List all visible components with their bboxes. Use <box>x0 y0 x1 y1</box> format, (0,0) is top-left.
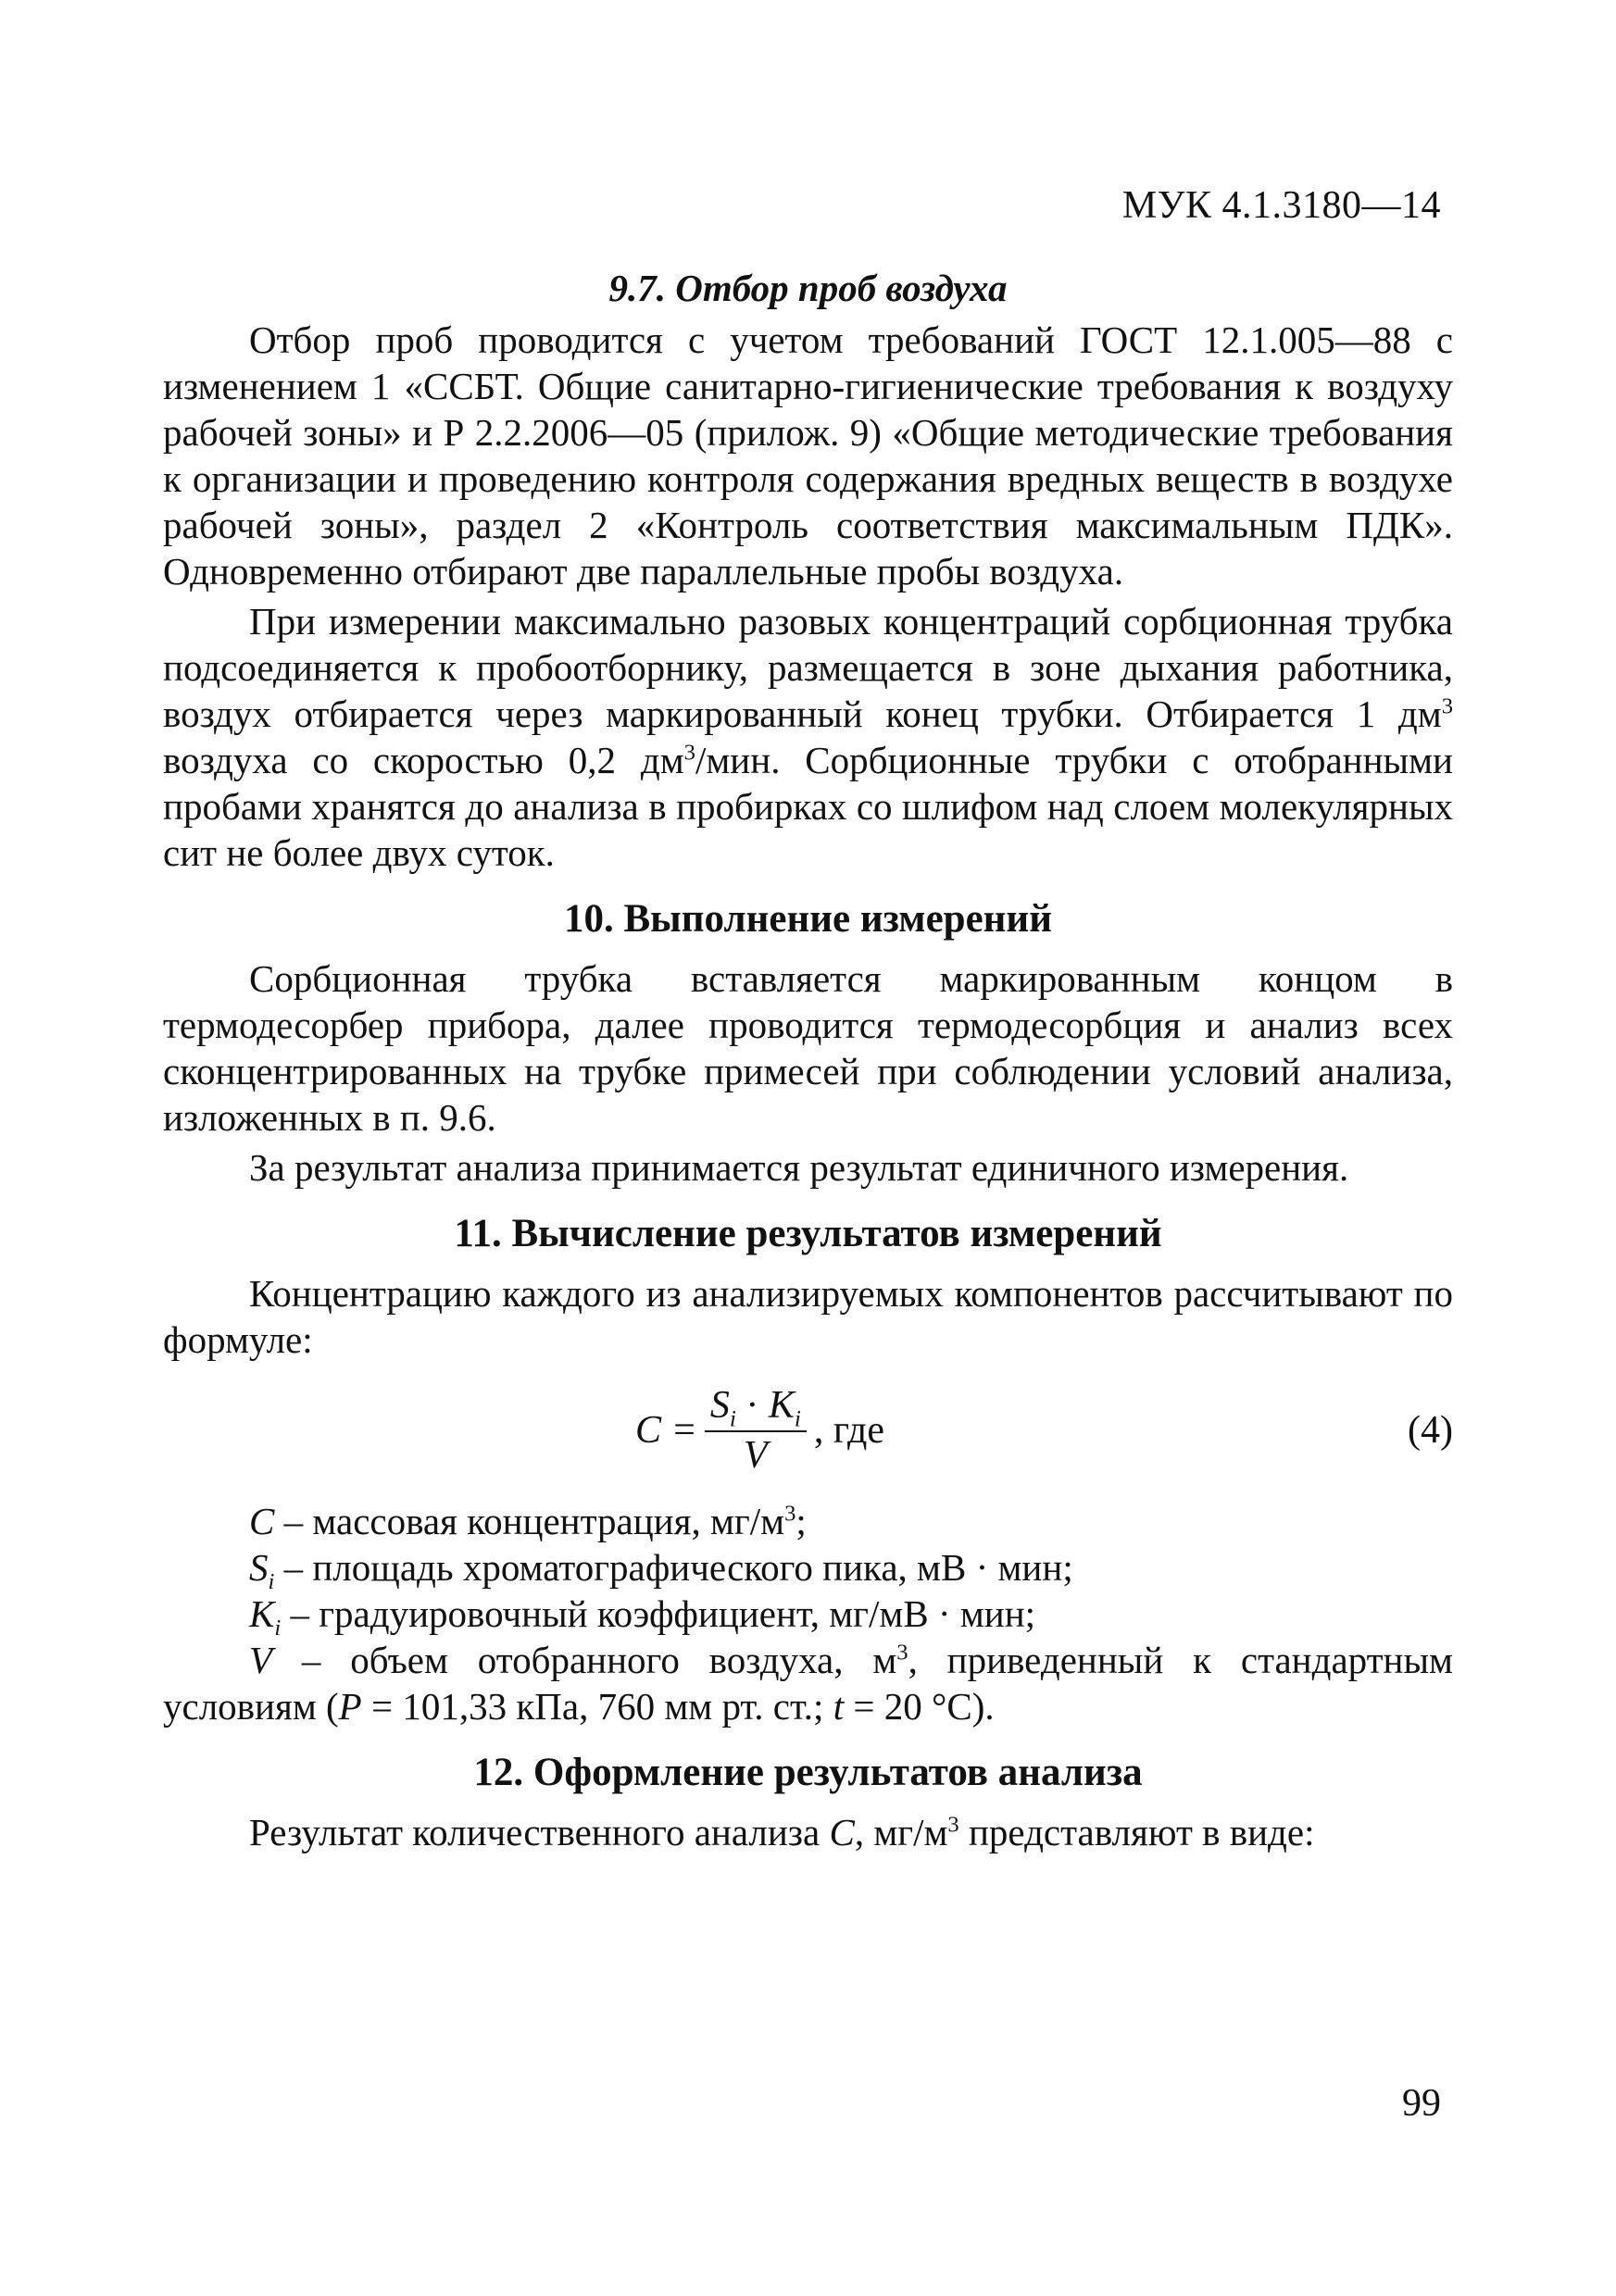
section-12-text-3: представляют в виде: <box>958 1811 1315 1853</box>
legend-var-k: K <box>249 1592 275 1635</box>
formula-lhs: C = <box>635 1409 697 1452</box>
numerator-s-subscript: i <box>729 1406 736 1432</box>
legend-sub-k: i <box>274 1616 282 1641</box>
superscript-3: 3 <box>784 1501 796 1527</box>
section-9-7-paragraph-2 <box>163 598 1453 876</box>
section-11-title: 11. Вычисление результатов измерений <box>454 1212 1162 1255</box>
document-body <box>163 265 1453 1855</box>
section-9-7-paragraph-1: Отбор проб проводится с учетом требований ГОСТ 12.1.005—88 с изменением 1 «ССБТ. Общие санитарно-гигиенические требования к воздуху рабочей зоны» и Р 2.2.2006—05 (прилож. 9) «Общие методические требования к организации и проведению контроля содержания вредных веществ в воздухе рабочей зоны», раздел 2 «Контроль соответствия максимальным ПДК». Одновременно отбирают две параллельные пробы воздуха. <box>163 318 1453 593</box>
section-12-paragraph-1 <box>163 1809 1453 1855</box>
formula-denominator: V <box>744 1434 768 1477</box>
legend-text-k: – градуировочный коэффициент, мг/мВ · мин; <box>281 1592 1036 1635</box>
formula-fraction <box>705 1382 807 1479</box>
section-12-text-2: , мг/м <box>854 1811 948 1853</box>
legend-text-v-4: = 20 °С). <box>844 1685 995 1728</box>
legend-item-k <box>163 1591 1453 1641</box>
document-code-header: МУК 4.1.3180—14 <box>1121 184 1441 227</box>
superscript-3: 3 <box>947 1812 959 1838</box>
numerator-dot: · <box>735 1384 769 1427</box>
legend-var-c: C <box>249 1500 275 1542</box>
section-12-text-1: Результат количественного анализа <box>249 1811 830 1853</box>
formula-legend <box>163 1498 1453 1729</box>
section-10-paragraph-2: За результат анализа принимается результат единичного измерения. <box>249 1146 1349 1189</box>
para2-text-2: воздуха со скоростью 0,2 дм <box>163 739 684 781</box>
legend-var-s: S <box>249 1546 269 1589</box>
legend-text-v-1: – объем отобранного воздуха, м <box>272 1639 897 1681</box>
section-11-intro: Концентрацию каждого из анализируемых компонентов рассчитывают по формуле: <box>163 1272 1453 1361</box>
section-10-title: 10. Выполнение измерений <box>564 897 1052 941</box>
legend-item-v <box>163 1637 1453 1729</box>
para2-text-1: При измерении максимально разовых концентраций сорбционная трубка подсоединяется к пробоотборнику, размещается в зоне дыхания работника, воздух отбирается через маркированный конец трубки. Отбирается 1 дм <box>163 600 1453 735</box>
legend-text-s: – площадь хроматографического пика, мВ · мин; <box>274 1546 1073 1589</box>
numerator-k-subscript: i <box>794 1406 801 1432</box>
legend-var-v: V <box>249 1639 273 1681</box>
section-12-var-c: C <box>829 1811 855 1853</box>
section-12-title: 12. Оформление результатов анализа <box>473 1751 1143 1794</box>
section-9-7-title: 9.7. Отбор проб воздуха <box>608 267 1008 309</box>
numerator-s: S <box>709 1384 730 1427</box>
legend-text-c: – массовая концентрация, мг/м <box>274 1500 785 1542</box>
numerator-k: K <box>768 1384 795 1427</box>
equation-number: (4) <box>1408 1409 1453 1452</box>
section-10-paragraph-1: Сорбционная трубка вставляется маркированным концом в термодесорбер прибора, далее проводится термодесорбция и анализ всех сконцентрированных на трубке примесей при соблюдении условий анализа, изложенных в п. 9.6. <box>163 957 1453 1139</box>
formula-expression <box>635 1376 884 1485</box>
legend-text-v-3: = 101,33 кПа, 760 мм рт. ст.; <box>361 1685 833 1728</box>
legend-text-v-2: , приведенный к стандартным условиям ( <box>163 1639 1453 1728</box>
legend-var-t: t <box>833 1685 845 1728</box>
para2-text-3: /мин. Сорбционные трубки с отобранными пробами хранятся до анализа в пробирках со шлифом над слоем молекулярных сит не более двух суток. <box>163 739 1453 874</box>
superscript-3: 3 <box>896 1640 908 1666</box>
superscript-3: 3 <box>683 740 695 766</box>
legend-item-c <box>163 1498 1453 1544</box>
legend-sub-s: i <box>268 1569 275 1595</box>
superscript-3: 3 <box>1441 693 1453 719</box>
legend-end-c: ; <box>795 1500 807 1542</box>
page-number: 99 <box>1402 2082 1441 2125</box>
legend-item-s <box>163 1544 1453 1595</box>
formula-4 <box>163 1376 1453 1485</box>
formula-numerator <box>705 1382 807 1432</box>
legend-var-p: P <box>338 1685 362 1728</box>
formula-suffix: , где <box>813 1409 885 1452</box>
